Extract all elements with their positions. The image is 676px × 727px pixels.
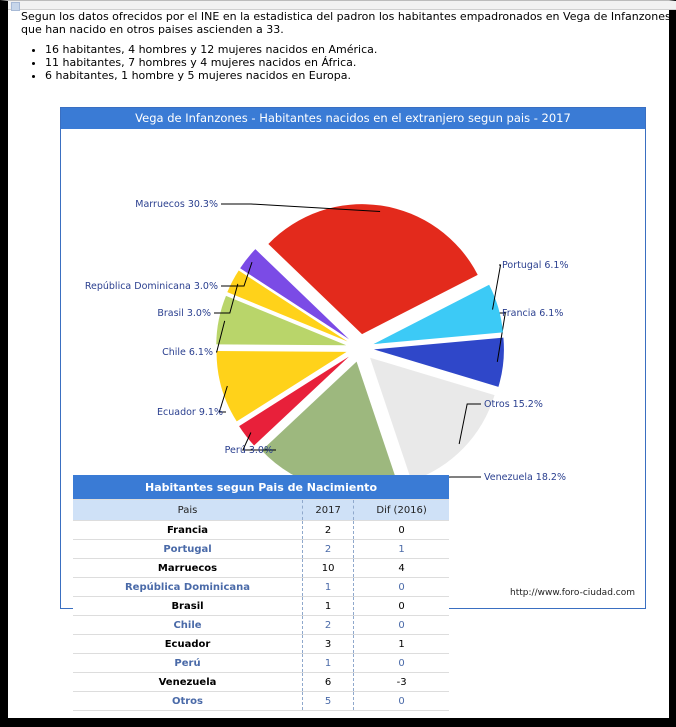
table-row [73,654,449,673]
bullet-europe: • 6 habitantes, 1 hombre y 5 mujeres nacidos en Europa. [45,69,671,82]
table-row [73,673,449,692]
count-cell: 1 [303,654,354,673]
diff-cell: 0 [354,616,449,635]
table-caption: Habitantes segun Pais de Nacimiento [73,475,449,500]
diff-cell: 1 [354,635,449,654]
country-cell: Otros [73,692,303,711]
country-cell: Ecuador [73,635,303,654]
table-row [73,521,449,540]
slice-label: Chile 6.1% [162,347,213,358]
slice-label: Otros 15.2% [484,399,543,410]
diff-cell: 4 [354,559,449,578]
count-cell: 1 [303,597,354,616]
column-header-dif: Dif (2016) [354,500,449,521]
country-cell: Marruecos [73,559,303,578]
diff-cell: 0 [354,597,449,616]
country-cell: Brasil [73,597,303,616]
page-icon [11,2,20,11]
table-body [73,521,449,711]
table-row [73,616,449,635]
count-cell: 3 [303,635,354,654]
top-bar [8,1,676,10]
intro-bullets [21,43,671,82]
diff-cell: 0 [354,692,449,711]
slice-label: Francia 6.1% [502,308,564,319]
slice-label: Brasil 3.0% [157,308,211,319]
table-row [73,578,449,597]
country-cell: República Dominicana [73,578,303,597]
count-cell: 2 [303,540,354,559]
country-cell: Venezuela [73,673,303,692]
count-cell: 6 [303,673,354,692]
chart-title: Vega de Infanzones - Habitantes nacidos en el extranjero segun pais - 2017 [61,108,645,129]
country-cell: Portugal [73,540,303,559]
table-row [73,597,449,616]
table-row [73,540,449,559]
count-cell: 10 [303,559,354,578]
intro-paragraph: Segun los datos ofrecidos por el INE en la estadistica del padron los habitantes empadronados en Vega de Infanzones que han nacido en otros paises ascienden a 33. [21,10,671,36]
bullet-america: • 16 habitantes, 4 hombres y 12 mujeres nacidos en América. [45,43,671,56]
diff-cell: -3 [354,673,449,692]
diff-cell: 0 [354,578,449,597]
country-cell: Perú [73,654,303,673]
source-link[interactable]: http://www.foro-ciudad.com [510,588,635,598]
country-cell: Francia [73,521,303,540]
slice-label: República Dominicana 3.0% [84,281,218,292]
count-cell: 5 [303,692,354,711]
count-cell: 2 [303,616,354,635]
slice-label: Portugal 6.1% [502,260,569,271]
intro-section [21,10,671,82]
table-row [73,635,449,654]
diff-cell: 1 [354,540,449,559]
slice-label: Marruecos 30.3% [135,199,218,210]
column-header-2017: 2017 [303,500,354,521]
country-table [73,475,449,711]
diff-cell: 0 [354,521,449,540]
column-header-pais: Pais [73,500,303,521]
count-cell: 1 [303,578,354,597]
slice-label: Perú 3.0% [224,445,273,456]
count-cell: 2 [303,521,354,540]
diff-cell: 0 [354,654,449,673]
table-row [73,559,449,578]
table-row [73,692,449,711]
slice-label: Ecuador 9.1% [157,407,223,418]
bullet-africa: • 11 habitantes, 7 hombres y 4 mujeres nacidos en África. [45,56,671,69]
slice-label: Venezuela 18.2% [484,472,566,483]
country-cell: Chile [73,616,303,635]
